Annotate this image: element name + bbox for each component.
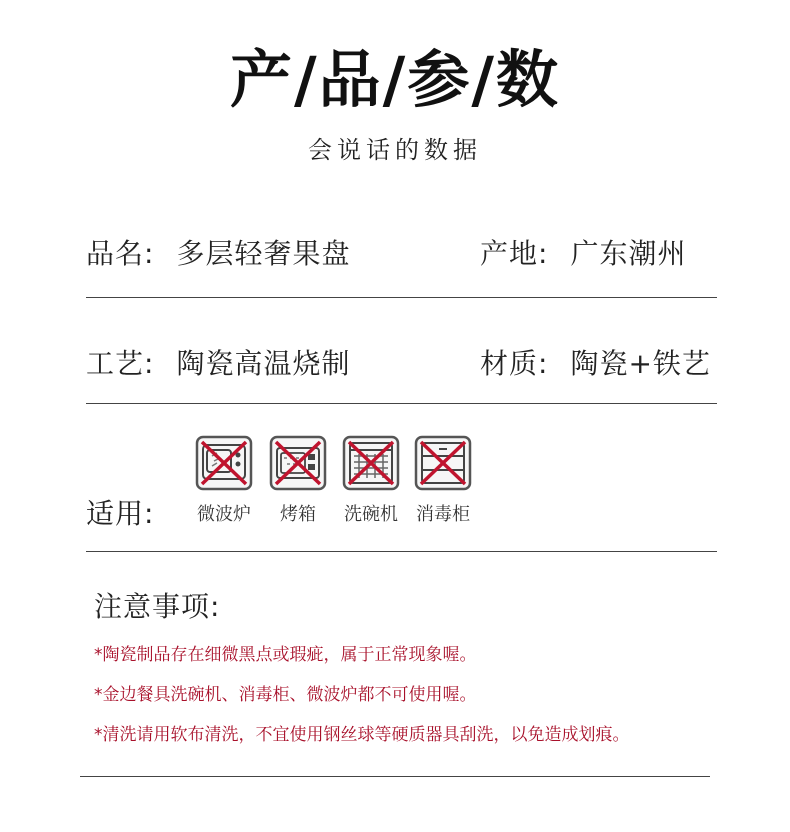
appliance-microwave-label: 微波炉 [197, 504, 251, 525]
applicable-label: 适用: [86, 497, 155, 530]
note-item: *金边餐具洗碗机、消毒柜、微波炉都不可使用喔。 [94, 685, 477, 705]
appliance-dishwasher [331, 434, 411, 526]
notes-heading: 注意事项: [94, 590, 221, 623]
divider [86, 403, 717, 404]
appliance-oven [258, 434, 338, 526]
microwave-icon [194, 434, 254, 492]
spec-origin-value: 广东潮州 [570, 237, 687, 270]
appliance-oven-label: 烤箱 [280, 504, 316, 525]
spec-origin [480, 232, 686, 272]
page-title: 产/品/参/数 [230, 43, 560, 116]
spec-craft-label: 工艺: [86, 347, 155, 380]
appliance-sterilizer-label: 消毒柜 [416, 504, 470, 525]
spec-material [480, 342, 711, 382]
spec-origin-label: 产地: [480, 237, 549, 270]
page-subtitle: 会说话的数据 [308, 136, 482, 164]
spec-material-value: 陶瓷+铁艺 [570, 347, 711, 380]
spec-product-name [86, 232, 350, 272]
spec-craft-value: 陶瓷高温烧制 [176, 347, 351, 380]
spec-product-name-value: 多层轻奢果盘 [176, 237, 351, 270]
appliance-microwave [184, 434, 264, 526]
spec-product-name-label: 品名: [86, 237, 155, 270]
spec-craft [86, 342, 350, 382]
note-item: *陶瓷制品存在细微黑点或瑕疵，属于正常现象喔。 [94, 645, 477, 665]
divider [80, 776, 710, 777]
appliance-dishwasher-label: 洗碗机 [344, 504, 398, 525]
divider [86, 297, 717, 298]
divider [86, 551, 717, 552]
spec-material-label: 材质: [480, 347, 549, 380]
oven-icon [268, 434, 328, 492]
sterilizer-cabinet-icon [413, 434, 473, 492]
appliance-sterilizer [403, 434, 483, 526]
dishwasher-icon [341, 434, 401, 492]
note-item: *清洗请用软布清洗，不宜使用钢丝球等硬质器具刮洗，以免造成划痕。 [94, 725, 630, 745]
